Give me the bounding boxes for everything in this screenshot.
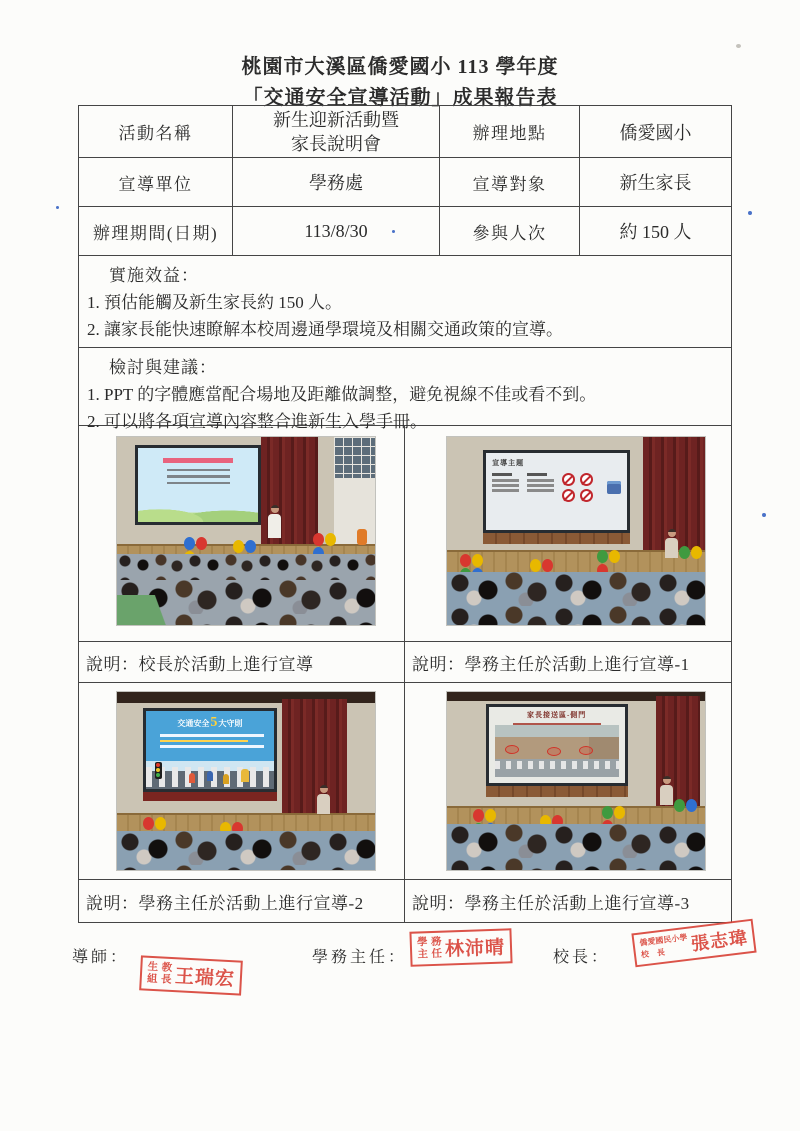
annotation-ring: [547, 747, 561, 756]
cartoon-figure: [223, 774, 229, 784]
review-item-2: 2. 可以將各項宣導內容整合進新生入學手冊。: [87, 412, 427, 431]
slide-pickup-zone: [489, 707, 625, 783]
speaker-director: [664, 529, 680, 558]
speaker-head: [663, 776, 671, 784]
value-audience: 新生家長: [619, 173, 692, 193]
speaker-head: [320, 785, 328, 793]
audience-front-rows: [117, 831, 375, 870]
speaker-torso: [665, 538, 678, 558]
benefits-item-2: 2. 讓家長能快速瞭解本校周邊通學環境及相關交通政策的宣導。: [87, 320, 563, 339]
stamp-school-line2: 校 長: [640, 947, 666, 960]
photo-caption-3: 說明：學務主任於活動上進行宣導-2: [79, 880, 405, 922]
slide-title: [146, 715, 274, 731]
review-section: [79, 348, 731, 431]
balloon-cluster: [674, 799, 700, 812]
stage-skirt: [143, 792, 277, 801]
benefits-section: [79, 256, 731, 348]
label-location: 辦理地點: [440, 106, 580, 157]
photo-row-2: [79, 683, 731, 880]
slide-text-line: [167, 475, 230, 478]
projection-screen: [135, 445, 261, 526]
report-table: [78, 105, 732, 923]
photo-cell-4: [405, 683, 731, 879]
projection-screen: [483, 450, 630, 533]
photo-director-presenting-3: [446, 691, 706, 871]
staff-orange-vest: [357, 529, 367, 545]
info-row-date: [79, 207, 731, 256]
slide-columns: [492, 473, 621, 502]
label-date: 辦理期間(日期): [79, 207, 233, 255]
audience-front-rows: [447, 824, 705, 870]
value-activity-name-line1: 新生迎新活動暨: [273, 109, 399, 130]
speaker-director: [316, 785, 332, 814]
cartoon-figure: [241, 769, 249, 782]
info-row-activity: [79, 106, 731, 158]
value-participants: 約 150 人: [619, 222, 692, 242]
label-participants: 參與人次: [440, 207, 580, 255]
stamp-school-title: [639, 932, 690, 962]
audience-back-rows: [117, 554, 375, 580]
info-row-unit: [79, 158, 731, 207]
benefits-heading: 實施效益：: [109, 266, 199, 285]
benefits-item-1: 1. 預估能觸及新生家長約 150 人。: [87, 293, 342, 312]
safety-vest-image: [607, 481, 621, 494]
review-heading: 檢討與建議：: [109, 358, 217, 377]
slide-title: 宣導主題: [492, 459, 525, 468]
slide-text-line: [160, 734, 264, 737]
slide-traffic-rules: [146, 711, 274, 789]
photo-cell-1: [79, 426, 405, 641]
projection-screen: [486, 704, 628, 786]
balloon-cluster: [679, 546, 705, 559]
scan-speck: [748, 211, 752, 215]
stamp-name: 林沛晴: [444, 937, 506, 961]
label-unit: 宣導單位: [79, 158, 233, 206]
stamp-title-col: 學主: [416, 937, 429, 961]
photo-director-presenting-1: [446, 436, 706, 626]
photo-cell-2: [405, 426, 731, 641]
label-audience: 宣導對象: [440, 158, 580, 206]
photo-cell-3: [79, 683, 405, 879]
slide-text-line: [167, 469, 230, 472]
slide-title-part-c: 大守則: [218, 719, 243, 729]
slide-text-line: [167, 482, 230, 485]
stamp-school-line1: 僑愛國民小學: [639, 932, 688, 948]
stage-floor-strip: [483, 533, 630, 544]
no-sign-icon: [562, 473, 575, 486]
director-stamp: [409, 928, 512, 967]
scan-speck: [736, 44, 741, 48]
stamp-title-col: 生組: [146, 961, 159, 985]
value-activity-name: [233, 106, 440, 157]
annotation-ring: [505, 745, 519, 754]
speaker-director: [659, 776, 675, 805]
page-title-line1: 桃園市大溪區僑愛國小 113 學年度: [241, 56, 559, 78]
scan-speck: [762, 513, 766, 517]
director-signature-label: 學務主任：: [312, 949, 408, 966]
value-location: 僑愛國小: [619, 122, 692, 143]
review-item-1: 1. PPT 的字體應當配合場地及距離做調整，避免視線不佳或看不到。: [87, 385, 597, 404]
stamp-name: 王瑞宏: [174, 966, 236, 991]
slide-title: 家長接送區-側門: [526, 711, 587, 720]
caption-row-2: [79, 880, 731, 922]
slide-topics: [486, 453, 627, 530]
slide-hills: [138, 501, 258, 522]
photo-caption-4: 說明：學務主任於活動上進行宣導-3: [412, 893, 690, 913]
caption-row-1: [79, 642, 731, 683]
no-sign-icon: [580, 473, 593, 486]
label-activity-name: 活動名稱: [79, 106, 233, 157]
value-activity-name-line2: 家長說明會: [291, 133, 381, 154]
projection-screen: [143, 708, 277, 792]
gym-floor: [117, 595, 194, 625]
speaker-torso: [660, 785, 673, 805]
speaker-torso: [317, 794, 330, 814]
road: [495, 759, 619, 778]
photo-director-presenting-2: [116, 691, 376, 871]
cartoon-figure: [207, 771, 213, 781]
slide-title-part-b: 5: [210, 715, 218, 731]
traffic-light-icon: [155, 762, 162, 779]
teacher-stamp: [139, 955, 243, 995]
stage-floor-strip: [486, 786, 628, 797]
speaker-head: [271, 505, 279, 513]
speaker-head: [668, 529, 676, 537]
stamp-title-col: 教長: [160, 962, 173, 986]
street-photo: [495, 725, 619, 777]
page-title-line2: 「交通安全宣導活動」成果報告表: [242, 87, 558, 109]
prohibition-icons: [562, 473, 595, 502]
benefits-body: [79, 256, 731, 347]
crosswalk-scene: [146, 761, 274, 789]
slide-text-line: [160, 740, 248, 743]
review-body: [79, 348, 731, 435]
zebra-crossing: [495, 761, 619, 769]
teacher-signature-label: 導師：: [72, 949, 130, 966]
slide-sky: [138, 448, 258, 523]
slide-title-bar: [163, 458, 233, 463]
stamp-title-col: 務任: [430, 936, 443, 960]
scan-speck: [56, 206, 59, 209]
photo-row-1: [79, 426, 731, 642]
no-sign-icon: [580, 489, 593, 502]
no-sign-icon: [562, 489, 575, 502]
bullet-list: [527, 473, 554, 502]
photo-caption-2: 說明：學務主任於活動上進行宣導-1: [412, 654, 690, 674]
stamp-name: 張志瑋: [689, 927, 749, 955]
slide-title-part-a: 交通安全: [177, 719, 210, 729]
speaker-torso: [268, 514, 281, 538]
bullet-list: [492, 473, 519, 502]
slide-text-line: [160, 745, 264, 748]
audience-front-rows: [447, 572, 705, 625]
photo-caption-1: 說明：校長於活動上進行宣導: [79, 642, 405, 682]
value-unit: 學務處: [233, 158, 440, 206]
wall-pillar: [334, 478, 375, 546]
window-grid: [334, 437, 375, 478]
principal-signature-label: 校長：: [553, 949, 611, 966]
photo-principal-presenting: [116, 436, 376, 626]
scan-speck: [392, 230, 395, 233]
speaker-principal: [267, 505, 283, 538]
principal-stamp: [631, 919, 756, 968]
cartoon-figure: [189, 773, 195, 783]
value-date: 113/8/30: [233, 207, 440, 255]
